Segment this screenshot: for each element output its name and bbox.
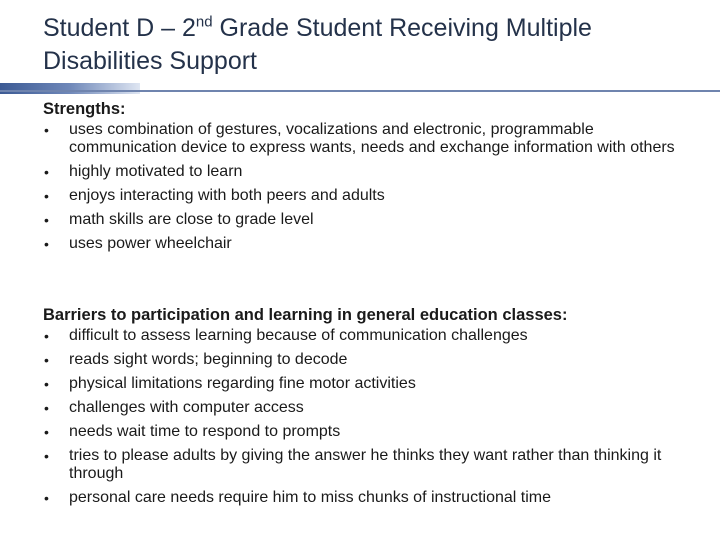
list-item: • reads sight words; beginning to decode bbox=[43, 351, 703, 369]
title-divider bbox=[0, 90, 720, 92]
list-item: • enjoys interacting with both peers and adults bbox=[43, 187, 703, 205]
barriers-heading: Barriers to participation and learning in general education classes: bbox=[43, 306, 568, 324]
barriers-list bbox=[43, 327, 703, 507]
strengths-section bbox=[43, 97, 703, 259]
strengths-list bbox=[43, 121, 703, 253]
list-item: • highly motivated to learn bbox=[43, 163, 703, 181]
list-item: • tries to please adults by giving the answer he thinks they want rather than thinking it through bbox=[43, 447, 703, 483]
list-item: • uses combination of gestures, vocalizations and electronic, programmable communication device to express wants, needs and exchange information with others bbox=[43, 121, 703, 157]
list-item: • needs wait time to respond to prompts bbox=[43, 423, 703, 441]
title-text-end: Grade Student Receiving Multiple Disabilities Support bbox=[43, 14, 592, 75]
title-text-start: Student D – 2 bbox=[43, 14, 196, 42]
list-item: • difficult to assess learning because of communication challenges bbox=[43, 327, 703, 345]
title-superscript: nd bbox=[195, 13, 213, 31]
strengths-heading: Strengths: bbox=[43, 100, 126, 118]
list-item: • math skills are close to grade level bbox=[43, 211, 703, 229]
list-item: • personal care needs require him to miss chunks of instructional time bbox=[43, 489, 703, 507]
list-item: • physical limitations regarding fine motor activities bbox=[43, 375, 703, 393]
list-item: • uses power wheelchair bbox=[43, 235, 703, 253]
barriers-section bbox=[43, 303, 703, 513]
title-accent-bar bbox=[0, 83, 140, 94]
slide-title bbox=[43, 12, 703, 78]
list-item: • challenges with computer access bbox=[43, 399, 703, 417]
